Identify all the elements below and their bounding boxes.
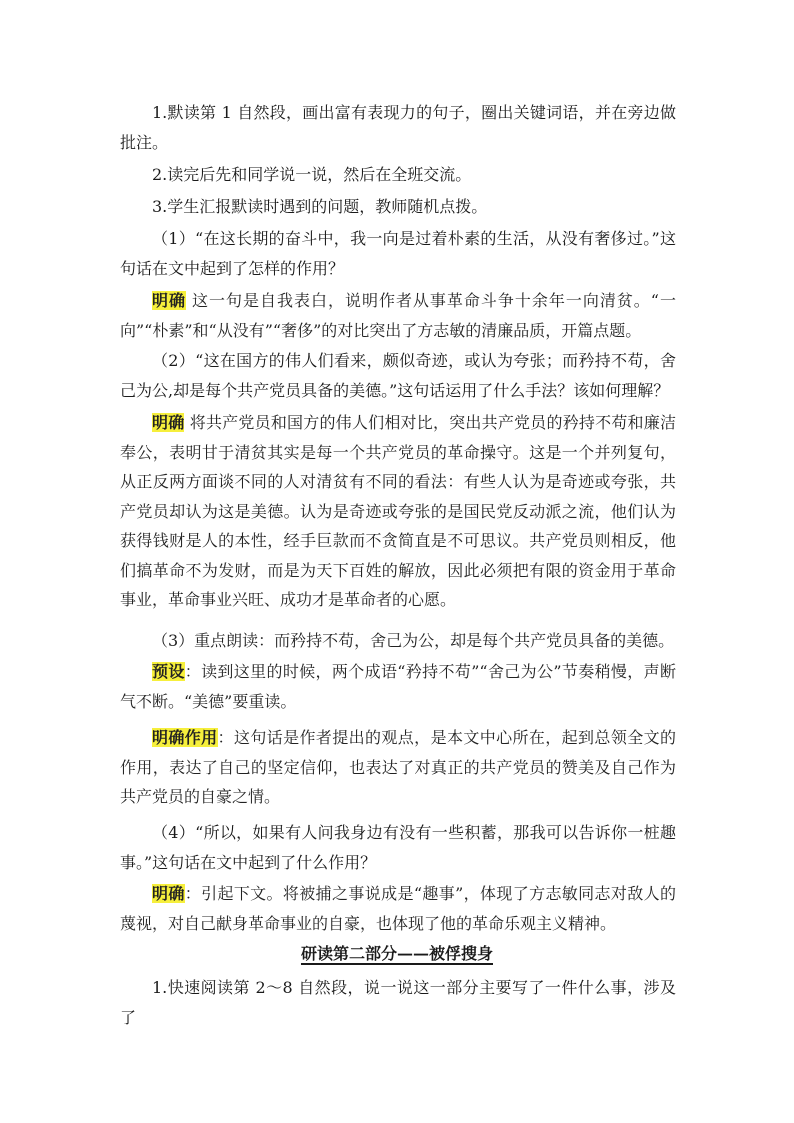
answer-3-label: 明确作用 [152,728,218,747]
preset-label: 预设 [152,662,185,681]
answer-4-text: ：引起下文。将被捕之事说成是“趣事”，体现了方志敏同志对敌人的蔑视，对自己献身革命事业的自豪，也体现了他的革命乐观主义精神。 [120,884,676,933]
section-heading-text: 研读第二部分——被俘搜身 [300,944,493,963]
question-2: （2）“这在国方的伟人们看来，颇似奇迹，或认为夸张；而矜持不苟，舍己为公,却是每个共产党员具备的美德。”这句话运用了什么手法？该如何理解？ [120,351,676,400]
preset-text: ：读到这里的时候，两个成语“矜持不苟”“舍己为公”节奏稍慢，声断气不断。“美德”要重读。 [120,662,676,711]
answer-3-text: ：这句话是作者提出的观点，是本文中心所在，起到总领全文的作用，表达了自己的坚定信仰，也表达了对真正的共产党员的赞美及自己作为共产党员的自豪之情。 [120,728,676,806]
answer-4-label: 明确 [152,884,185,903]
paragraph-2: 2.读完后先和同学说一说，然后在全班交流。 [152,165,472,184]
answer-1-label: 明确 [152,291,186,310]
paragraph-1: 1.默读第 1 自然段，画出富有表现力的句子，圈出关键词语，并在旁边做批注。 [120,103,676,152]
answer-1 [120,286,676,345]
question-1: （1）“在这长期的奋斗中，我一向是过着朴素的生活，从没有奢侈过。”这句话在文中起到了怎样的作用？ [120,229,676,278]
question-4: （4）“所以，如果有人问我身边有没有一些积蓄，那我可以告诉你一桩趣事。”这句话在文中起到了什么作用？ [120,823,676,872]
paragraph-last: 1.快速阅读第 2～8 自然段，说一说这一部分主要写了一件什么事，涉及了 [120,978,676,1027]
preset [120,657,676,716]
answer-2-text: 将共产党员和国方的伟人们相对比，突出共产党员的矜持不苟和廉洁奉公，表明甘于清贫其实是每一个共产党员的革命操守。这是一个并列复句，从正反两方面谈不同的人对清贫有不同的看法：有些人认为是奇迹或夸张，共产党员却认为这是美德。认为是奇迹或夸张的是国民党反动派之流，他们认为获得钱财是人的本性，经手巨款而不贪简直是不可思议。共产党员则相反，他们搞革命不为发财，而是为天下百姓的解放，因此必须把有限的资金用于革命事业，革命事业兴旺、成功才是革命者的心愿。 [120,413,676,609]
answer-2-label: 明确 [152,413,185,432]
answer-1-text: 这一句是自我表白，说明作者从事革命斗争十余年一向清贫。“一向”“朴素”和“从没有”“奢侈”的对比突出了方志敏的清廉品质，开篇点题。 [120,291,676,340]
paragraph-3: 3.学生汇报默读时遇到的问题，教师随机点拨。 [152,197,488,216]
question-3: （3）重点朗读：而矜持不苟，舍己为公，却是每个共产党员具备的美德。 [152,631,675,650]
answer-3 [120,723,676,812]
section-heading [0,941,794,964]
answer-2 [120,408,676,615]
answer-4 [120,879,676,938]
